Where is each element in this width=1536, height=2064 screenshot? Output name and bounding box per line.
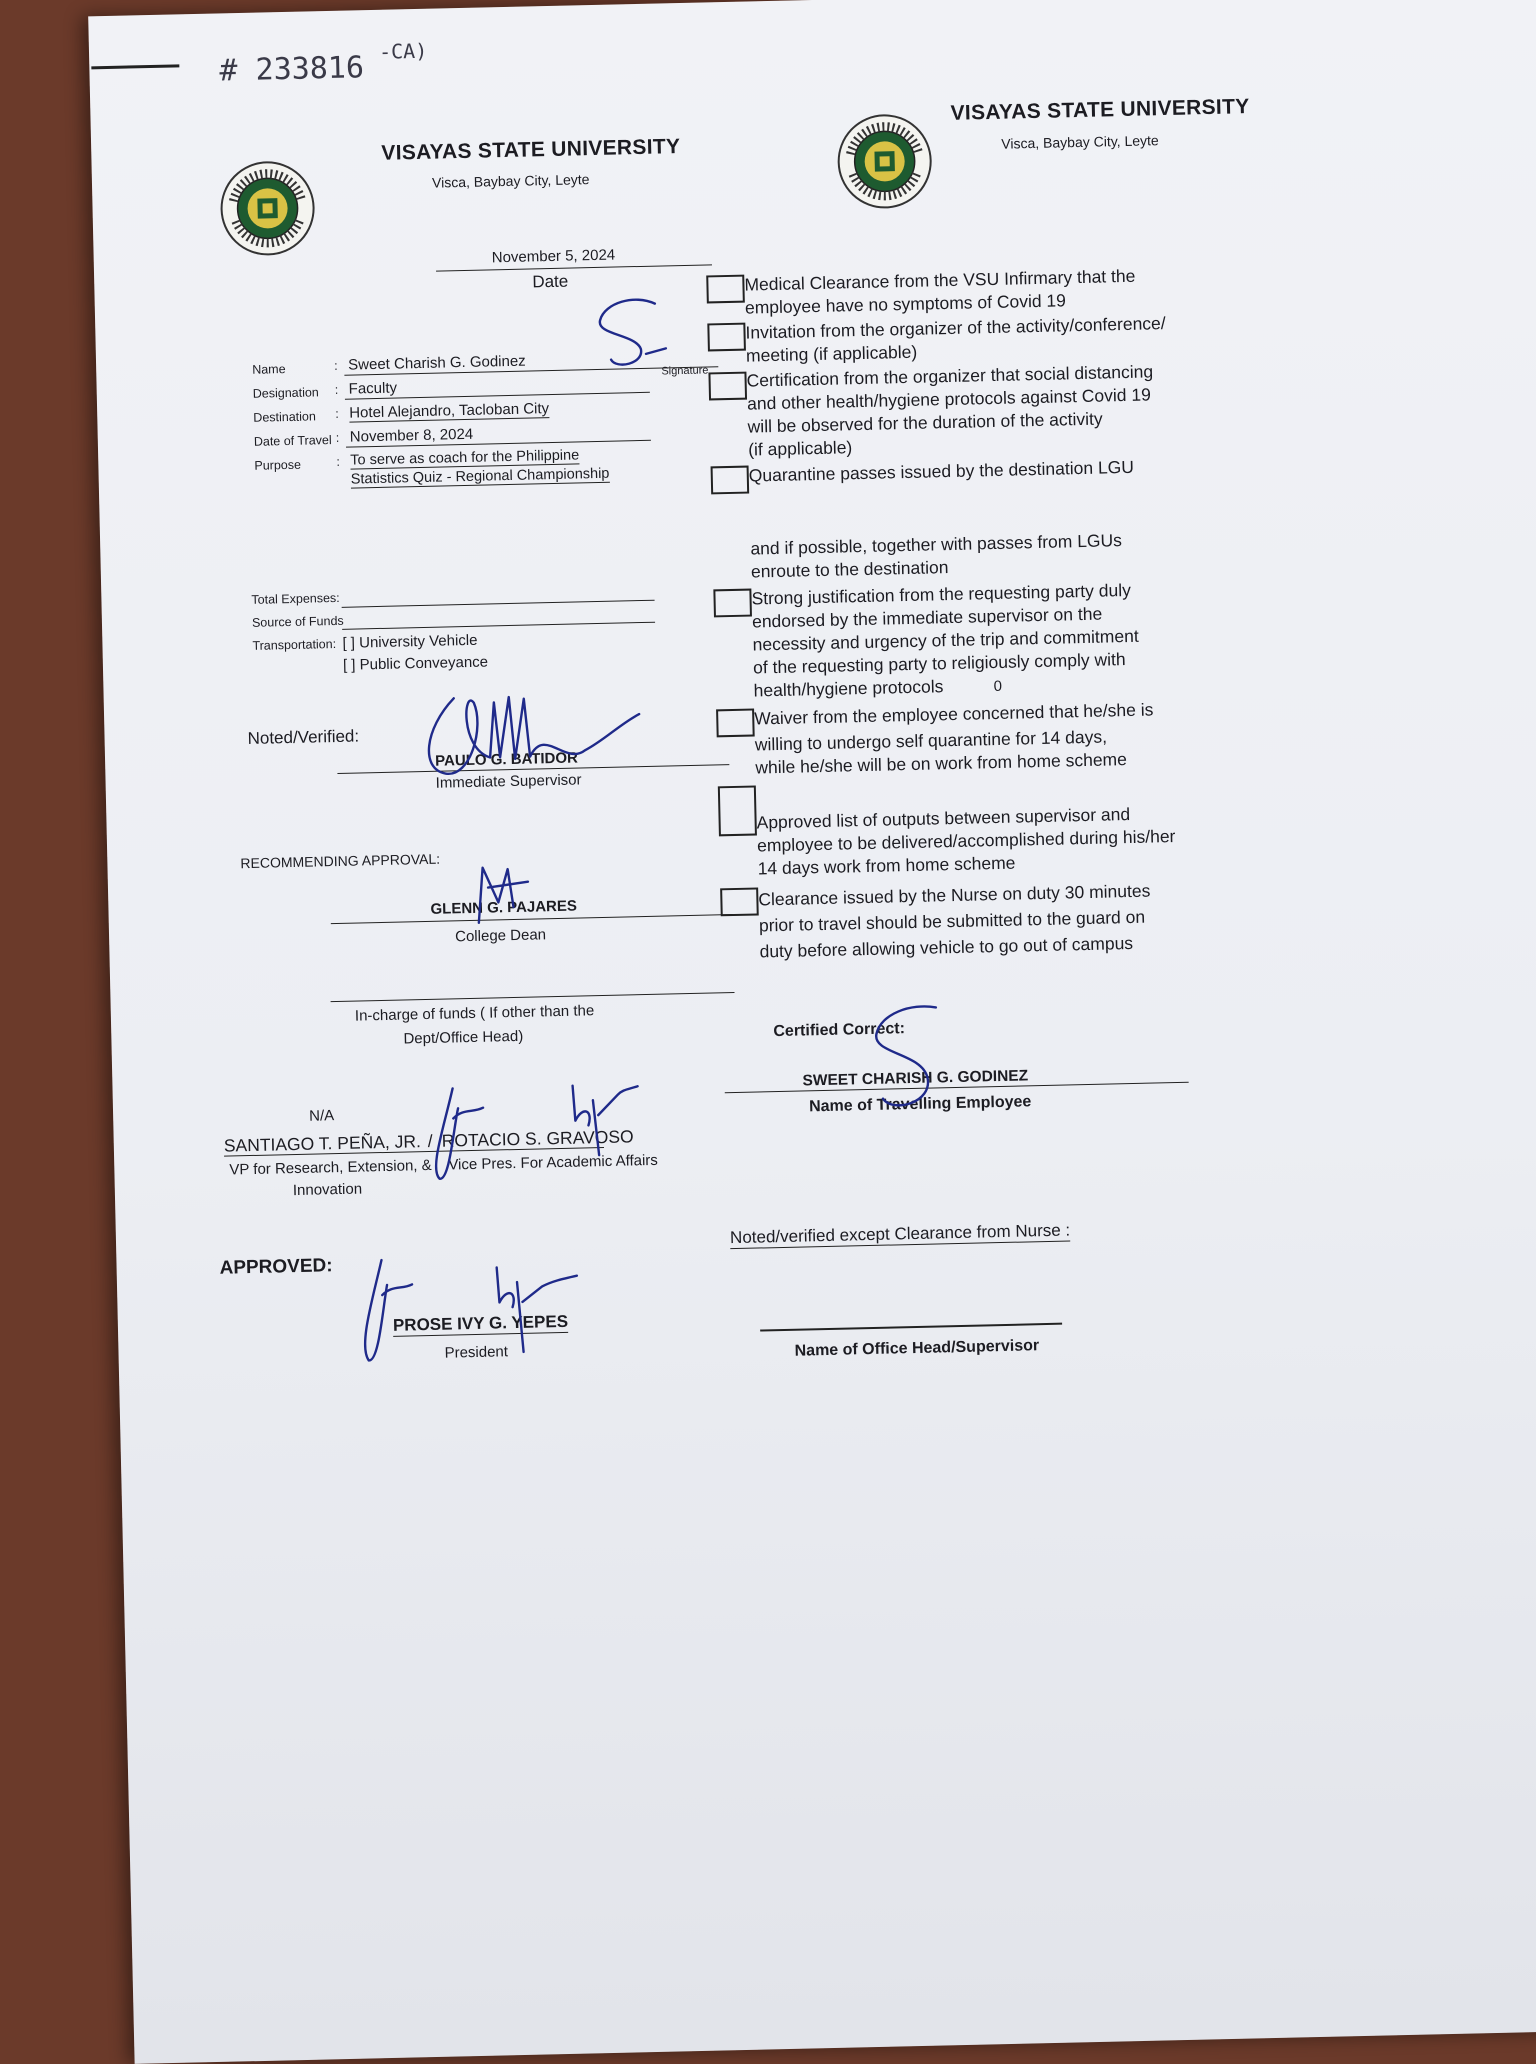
checkbox-certification[interactable] [708,372,747,401]
travel-date-value: November 8, 2024 [349,425,474,446]
name-value: Sweet Charish G. Godinez [347,352,526,374]
recommending-approval-label: RECOMMENDING APPROVAL: [240,850,441,872]
transportation-label: Transportation: [252,636,337,653]
checklist-item-3: Certification from the organizer that social distancing and other health/hygiene protocols against Covid 19 will be observed for the duration of the activity (if applicable) [746,361,1154,460]
name-label: Name [252,362,286,377]
noted-verified-label: Noted/Verified: [247,726,360,748]
colon: : [336,454,340,469]
approved-label: APPROVED: [219,1255,333,1279]
purpose-line-2: Statistics Quiz - Regional Championship [350,465,610,488]
funds-label-line2: Dept/Office Head) [403,1027,524,1048]
zero-mark: 0 [993,677,1003,696]
university-address-left: Visca, Baybay City, Leyte [431,171,590,191]
president-name: PROSE IVY G. YEPES [392,1311,569,1335]
vp-slash: / [427,1130,433,1152]
handwritten-reference: # 233816 [219,50,365,89]
dean-title: College Dean [454,926,547,946]
checklist-item-1: Medical Clearance from the VSU Infirmary that the employee have no symptoms of Covid 19 [744,265,1136,318]
colon: : [334,358,338,373]
total-expenses-label: Total Expenses: [251,590,340,607]
source-of-funds-line [342,622,655,630]
checklist-item-5: Strong justification from the requesting party duly endorsed by the immediate supervisor on the necessity and urgency of the trip and commitment of the requesting party to religiously comply with health/hygiene protocols [751,579,1139,701]
transport-option-public-conveyance: [ ] Public Conveyance [342,653,489,674]
vp-research-name: SANTIAGO T. PEÑA, JR. [223,1131,422,1156]
designation-label: Designation [252,385,319,401]
transport-option-university-vehicle: [ ] University Vehicle [342,631,478,652]
date-line [436,264,712,271]
total-expenses-line [342,600,655,608]
signature-label: Signature [661,364,709,378]
checkbox-strong-justification[interactable] [713,589,752,618]
certified-correct-label: Certified Correct: [773,1020,906,1041]
president-signature [356,1245,589,1370]
travelling-employee-name: SWEET CHARISH G. GODINEZ [802,1067,1029,1090]
travel-form-page [88,0,1536,2064]
destination-value: Hotel Alejandro, Tacloban City [349,400,550,422]
checklist-item-6: Waiver from the employee concerned that he/she is willing to undergo self quarantine for 14 days, while he/she will be on work from home scheme [754,699,1154,778]
checklist-item-4: Quarantine passes issued by the destination LGU [748,456,1135,486]
vp-academic-title: Vice Pres. For Academic Affairs [448,1151,659,1174]
university-name-right: VISAYAS STATE UNIVERSITY [950,95,1250,125]
dean-signature [467,856,539,928]
colon: : [335,406,339,421]
office-head-title: Name of Office Head/Supervisor [794,1337,1040,1360]
supervisor-title: Immediate Supervisor [435,771,582,792]
vp-research-title-2: Innovation [292,1180,363,1200]
applicant-signature [585,293,677,375]
employee-signature [851,1002,964,1124]
travelling-employee-title: Name of Travelling Employee [808,1093,1032,1116]
designation-value: Faculty [348,379,398,398]
purpose-line-1: To serve as coach for the Philippine [350,447,580,469]
funds-line [331,992,735,1002]
handwritten-mark: -CA) [378,38,428,64]
checkbox-invitation[interactable] [707,323,746,352]
president-title: President [444,1343,509,1362]
checkbox-medical-clearance[interactable] [706,275,745,304]
university-address-right: Visca, Baybay City, Leyte [1001,132,1159,152]
funds-label-line1: In-charge of funds ( If other than the [354,1002,595,1025]
vp-research-title: VP for Research, Extension, & [229,1156,432,1179]
colon: : [334,382,339,397]
checkbox-approved-outputs[interactable] [718,785,757,836]
date-value: November 5, 2024 [491,246,616,267]
colon: : [335,430,340,445]
checkbox-nurse-clearance[interactable] [720,887,759,916]
university-seal-icon-right [836,112,934,210]
noted-except-nurse-label: Noted/verified except Clearance from Nurse : [729,1220,1071,1248]
supervisor-signature [414,684,646,792]
destination-label: Destination [253,409,317,425]
vp-signatures [422,1064,665,1189]
supervisor-name: PAULO G. BATIDOR [434,749,579,770]
university-name-left: VISAYAS STATE UNIVERSITY [381,135,681,165]
pen-mark [91,64,179,69]
checklist-item-4-continued: and if possible, together with passes from LGUs enroute to the destination [750,530,1123,582]
date-label: Date [532,271,569,292]
checklist-item-7: Approved list of outputs between supervisor and employee to be delivered/accomplished during his/her 14 days work from home scheme [756,803,1176,879]
checkbox-quarantine-passes[interactable] [711,466,750,495]
na-mark: N/A [309,1107,335,1125]
vp-academic-name: ROTACIO S. GRAVOSO [441,1126,634,1151]
checklist-item-8: Clearance issued by the Nurse on duty 30 minutes prior to travel should be submitted to the guard on duty before allowing vehicle to go out of campus [758,880,1151,962]
office-head-line [760,1323,1062,1332]
source-of-funds-label: Source of Funds [251,613,344,630]
checkbox-waiver[interactable] [716,708,755,737]
travel-date-label: Date of Travel [253,433,332,449]
purpose-label: Purpose [254,457,302,473]
university-seal-icon [219,159,317,257]
checklist-item-2: Invitation from the organizer of the activity/conference/ meeting (if applicable) [745,313,1166,366]
dean-name: GLENN G. PAJARES [430,897,578,918]
